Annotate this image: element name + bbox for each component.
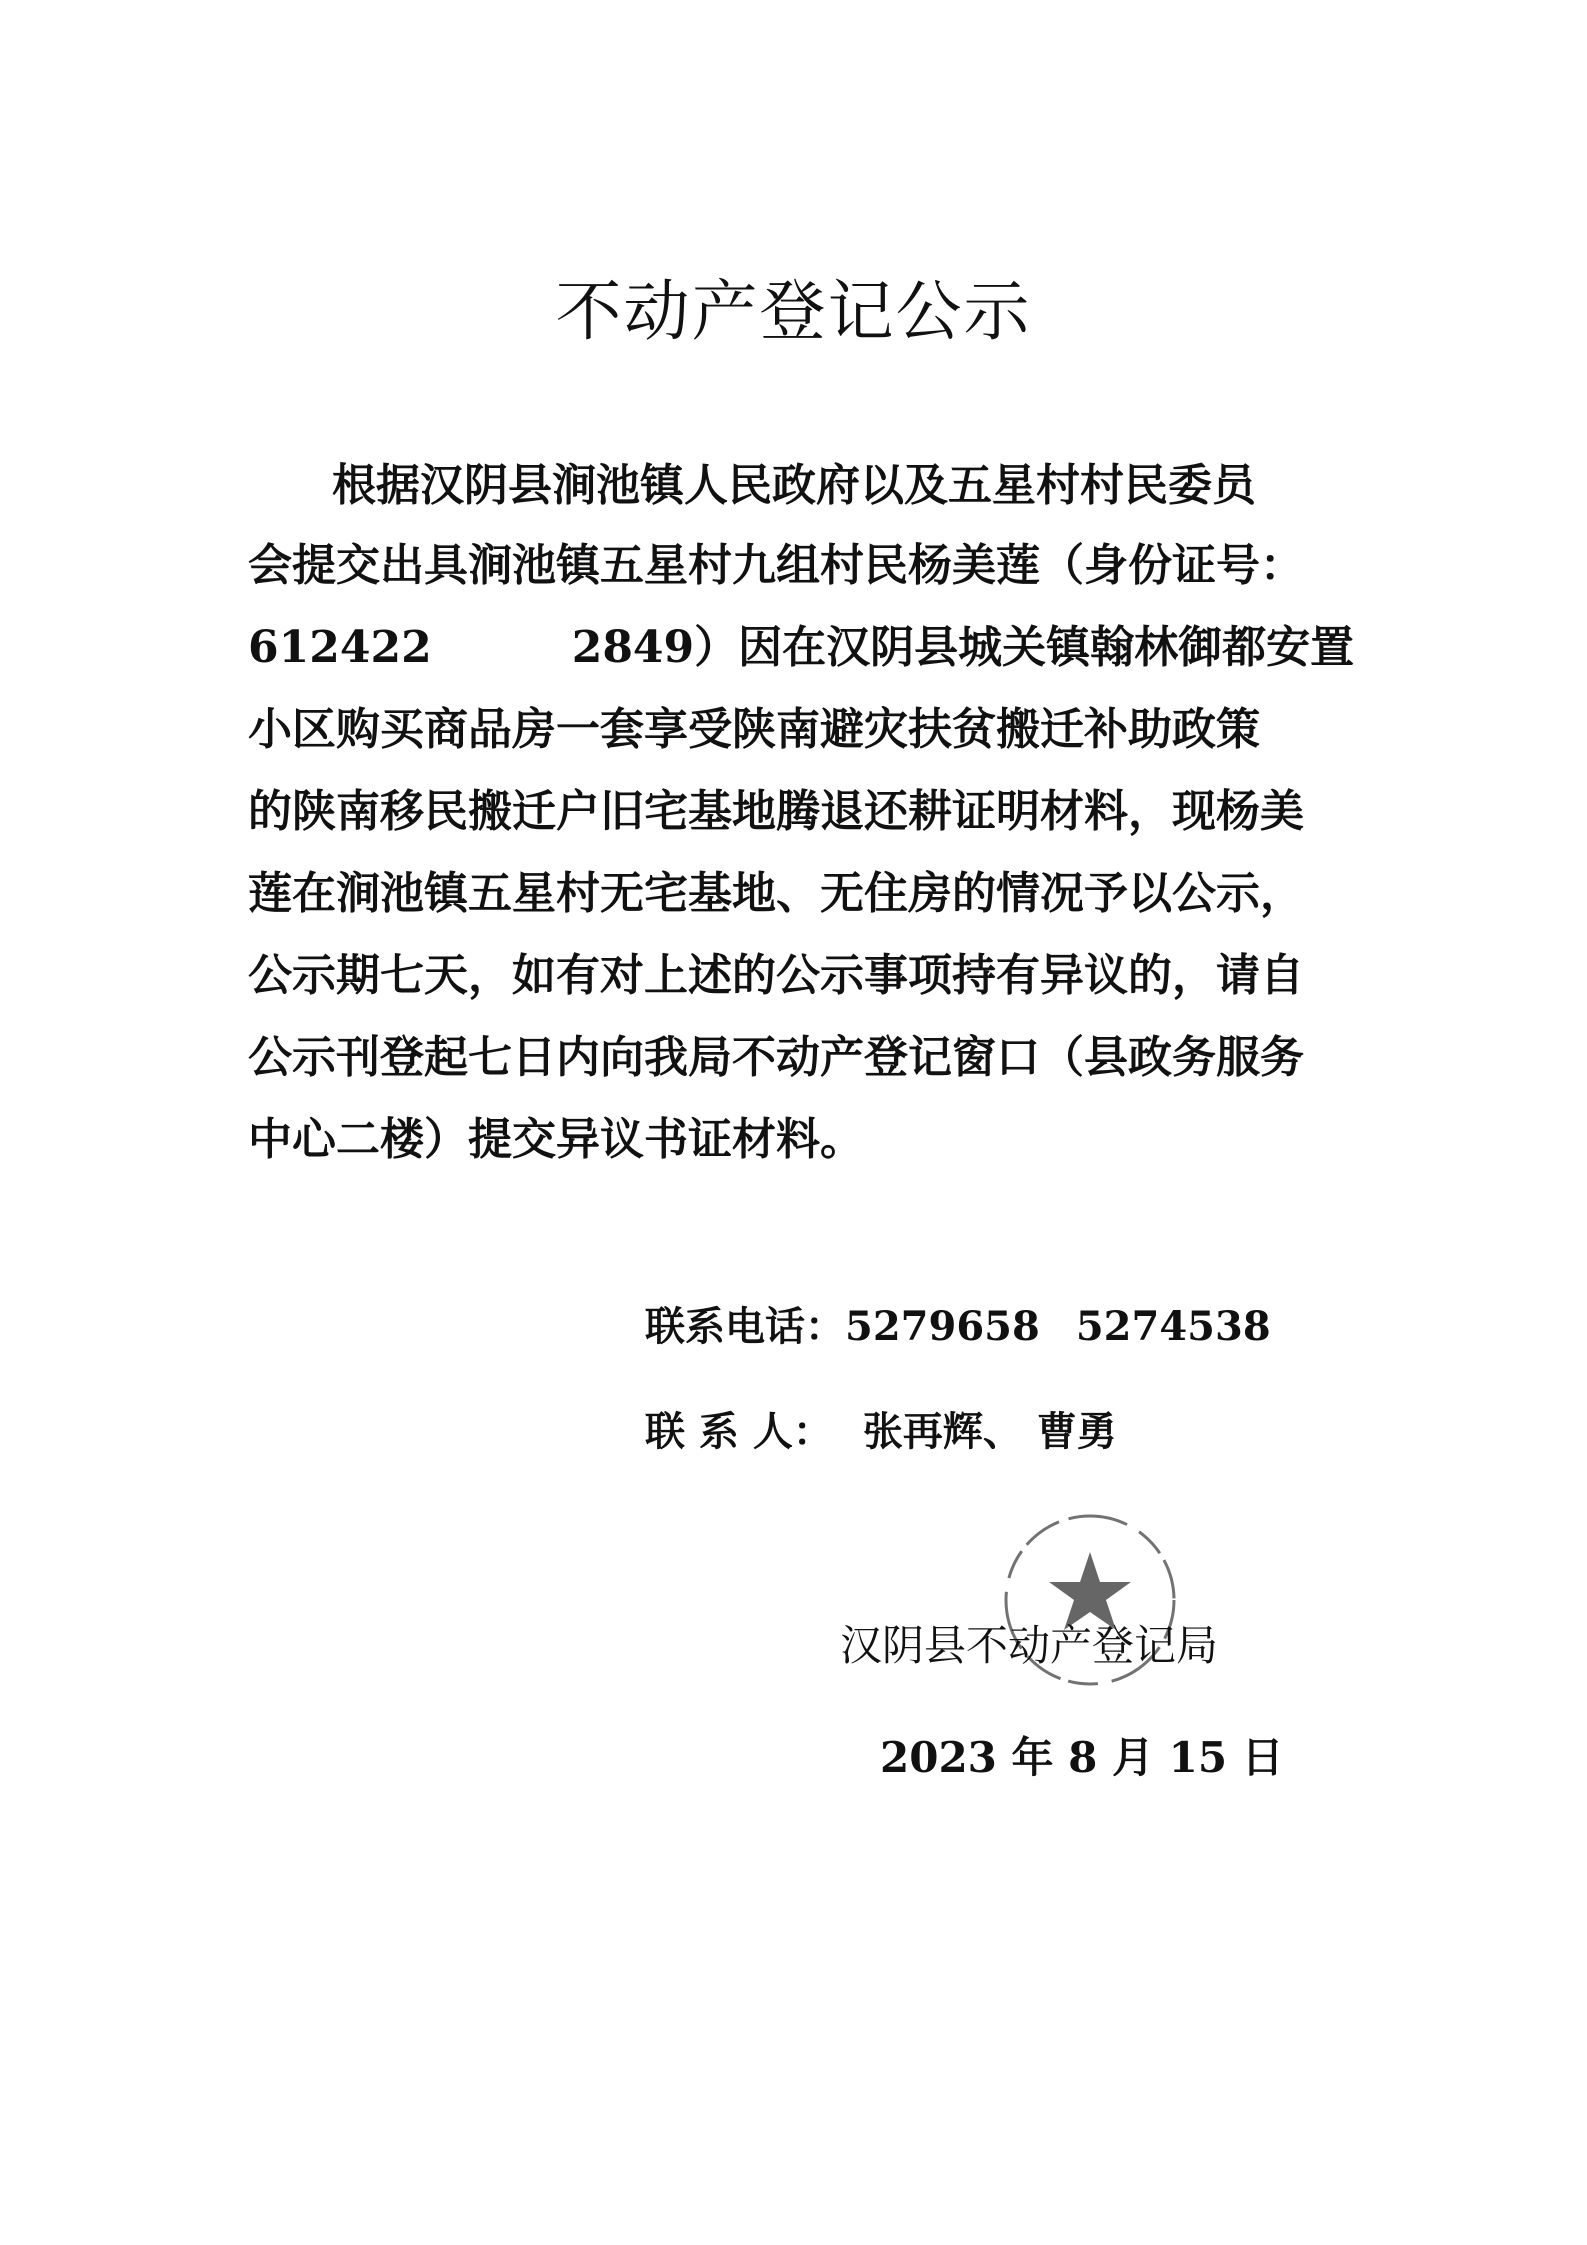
paragraph-line-2: 会提交出具涧池镇五星村九组村民杨美莲（身份证号： (248, 540, 1304, 591)
id-number-prefix: 612422 (248, 622, 432, 673)
paragraph-line-9: 中心二楼）提交异议书证材料。 (248, 1114, 864, 1165)
paragraph-line-6: 莲在涧池镇五星村无宅基地、无住房的情况予以公示， (248, 868, 1304, 919)
contact-phone-1: 5279658 (845, 1303, 1040, 1350)
paragraph-line-8: 公示刊登起七日内向我局不动产登记窗口（县政务服务 (248, 1032, 1304, 1083)
contact-phone (645, 1295, 1271, 1352)
paragraph-line-7: 公示期七天，如有对上述的公示事项持有异议的，请自 (248, 950, 1304, 1001)
issuing-organization: 汉阴县不动产登记局 (840, 1621, 1219, 1670)
paragraph-line-5: 的陕南移民搬迁户旧宅基地腾退还耕证明材料，现杨美 (248, 786, 1304, 837)
document-title: 不动产登记公示 (555, 273, 1032, 350)
contact-person-names: 张再辉、 曹勇 (862, 1408, 1117, 1455)
paragraph-line-1: 根据汉阴县涧池镇人民政府以及五星村村民委员 (332, 460, 1256, 511)
id-number-redaction (432, 652, 572, 662)
contact-phone-2: 5274538 (1075, 1303, 1271, 1350)
contact-person (645, 1400, 1117, 1457)
id-number-suffix-and-text: 2849）因在汉阴县城关镇翰林御都安置 (571, 622, 1355, 673)
paragraph-line-4: 小区购买商品房一套享受陕南避灾扶贫搬迁补助政策 (248, 704, 1260, 755)
contact-phone-label: 联系电话： (645, 1303, 845, 1350)
contact-person-label: 联 系 人： (645, 1408, 833, 1455)
paragraph-line-3 (248, 620, 1354, 676)
issue-date: 2023 年 8 月 15 日 (880, 1733, 1284, 1782)
